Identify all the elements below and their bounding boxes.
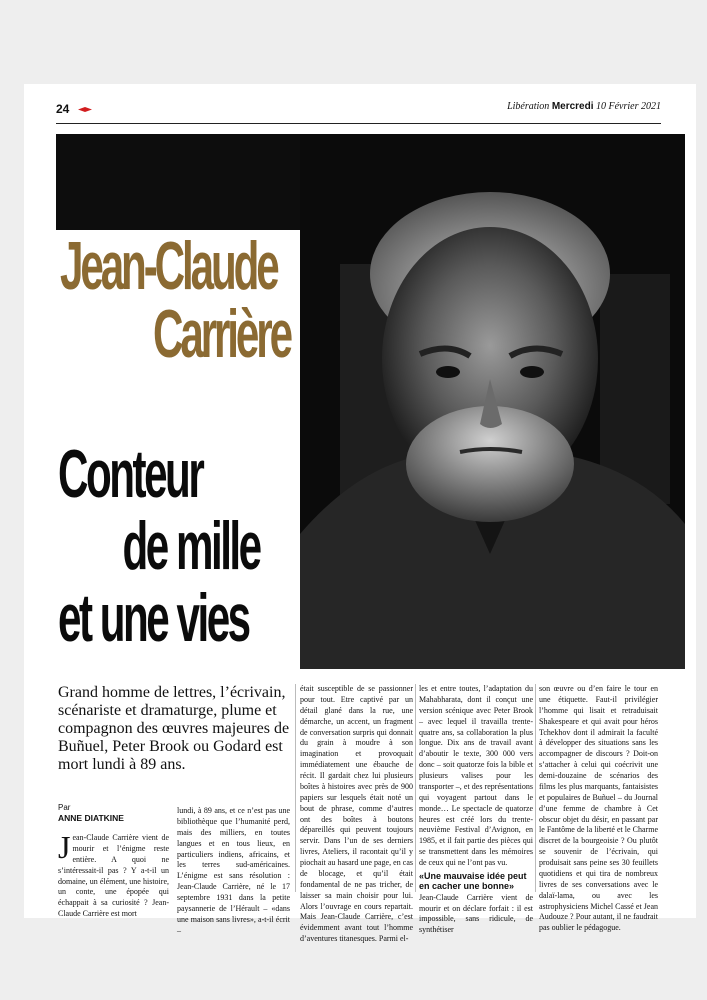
headline-subtitle [58,438,260,654]
dateline [507,101,661,112]
article-column-1 [58,829,169,920]
headline-name-line-1: Jean-Claude [60,228,277,304]
date: 10 Février 2021 [596,101,661,112]
headline-name-line-2: Carrière [153,296,290,372]
column-divider [535,684,536,892]
column-divider [295,684,296,892]
headline-sub-line-3: et une vies [58,580,249,656]
column-1-text: ean-Claude Carrière vient de mourir et l’énigme reste entière. A quoi ne s’intéressait-il pas ? Y a-t-il un domaine, un élément, une histoire, un conte, une épopée qui échappait à sa curiosité ? Jean-Claude Carrière est mort [58,833,169,919]
column-divider [415,684,416,892]
page-header [56,98,661,124]
page-number: 24 [56,102,70,116]
headline-name [60,228,290,372]
weekday: Mercredi [551,101,594,112]
byline [58,803,178,823]
lede-paragraph: Grand homme de lettres, l’écrivain, scénariste et dramaturge, plume et compagnon des œuvres majeures de Buñuel, Peter Brook ou Godard est mort lundi à 89 ans. [58,684,290,773]
red-diamond-icon [78,107,92,112]
publication-name: Libération [507,101,550,112]
portrait-photo [300,134,685,669]
article-column-4 [419,684,533,936]
drop-cap: J [58,829,71,865]
article-column-3: était susceptible de se passionner pour tout. Etre captivé par un détail glané dans la rue, une démarche, un accent, un fragment de conversation surpris qui donnait du grain à moudre à son imagination et provoquait immédiatement une ébauche de récit. Il gardait chez lui plusieurs boîtes à histoires avec près de 900 papiers sur lesquels était noté un bout de phrase, comme d’autres ont des boîtes à boutons dépareillés qui peuvent toujours servir. Dans l’un de ses derniers livres, Ateliers, il racontait qu’il y piochait au hasard une page, en cas de blocage, et qu’il était fondamental de ne pas tricher, de laisser sa main choisir pour lui. Alors l’ouvrage en cours repartait. Mais Jean-Claude Carrière, c’est évidemment avant tout l’homme d’aventures titanesques. Parmi el- [300,684,413,944]
article-column-2: lundi, à 89 ans, et ce n’est pas une bibliothèque que l’humanité perd, mais des milliers, en toutes langues et en tous lieux, en particuliers indiens, africains, et les terres sud-américaines. L’énigme est sans résolution : Jean-Claude Carrière, né le 17 septembre 1931 dans la petite paysannerie de l’Hérault – «dans une maison sans livres», a-t-il écrit – [177,806,290,935]
column-4-text-b: Jean-Claude Carrière vient de mourir et on déclare forfait : il est impossible, sans ridicule, de synthétiser [419,892,533,935]
column-4-text-a: les et entre toutes, l’adaptation du Mahabharata, dont il conçut une version scénique avec Peter Brook – avec lequel il travailla trente-quatre ans, sa collaboration la plus longue. Dix ans de travail avant d’aboutir le texte, 300 000 vers donc – soit quatorze fois la bible et plusieurs valises pour les transporter –, et des représentations qui voyagent partout dans le monde… Le spectacle de quatorze heures est créé lors du trente-neuvième Festival d’Avignon, en 1985, et il fait partie des pièces qui se transmettent dans les mémoires de ceux qui ne l’ont pas vu. [419,684,533,867]
headline-sub-line-2: de mille [122,508,260,584]
headline-sub-line-1: Conteur [58,436,203,512]
article-column-5: son œuvre ou d’en faire le tour en une étiquette. Faut-il privilégier l’homme qui lisait et retraduisait Shakespeare et qui avait pour héros Tchekhov dont il admirait la faculté à développer des situations sans les accompagner de discours ? Doit-on s’attacher à celui qui coécrivit une demi-douzaine de scénarios des films les plus marquants, fantaisistes et populaires de Buñuel – du Journal d’une femme de chambre à Cet obscur objet du désir, en passant par le Fantôme de la liberté et le Charme discret de la bourgeoisie ? Ou plutôt se souvenir de l’écrivain, qui produisait sans peine ses 30 feuillets quotidiens et qui tira de nombreux livres de ses conversations avec le dalaï-lama, ou avec les astrophysiciens Michel Cassé et Jean Audouze ? Pour autant, il ne faudrait pas oublier le pédagogue. [539,684,658,933]
byline-author: ANNE DIATKINE [58,812,124,823]
black-band [56,134,301,230]
interhead: «Une mauvaise idée peut en cacher une bonne» [419,870,527,891]
byline-par: Par [58,803,71,812]
portrait-image [300,134,685,669]
